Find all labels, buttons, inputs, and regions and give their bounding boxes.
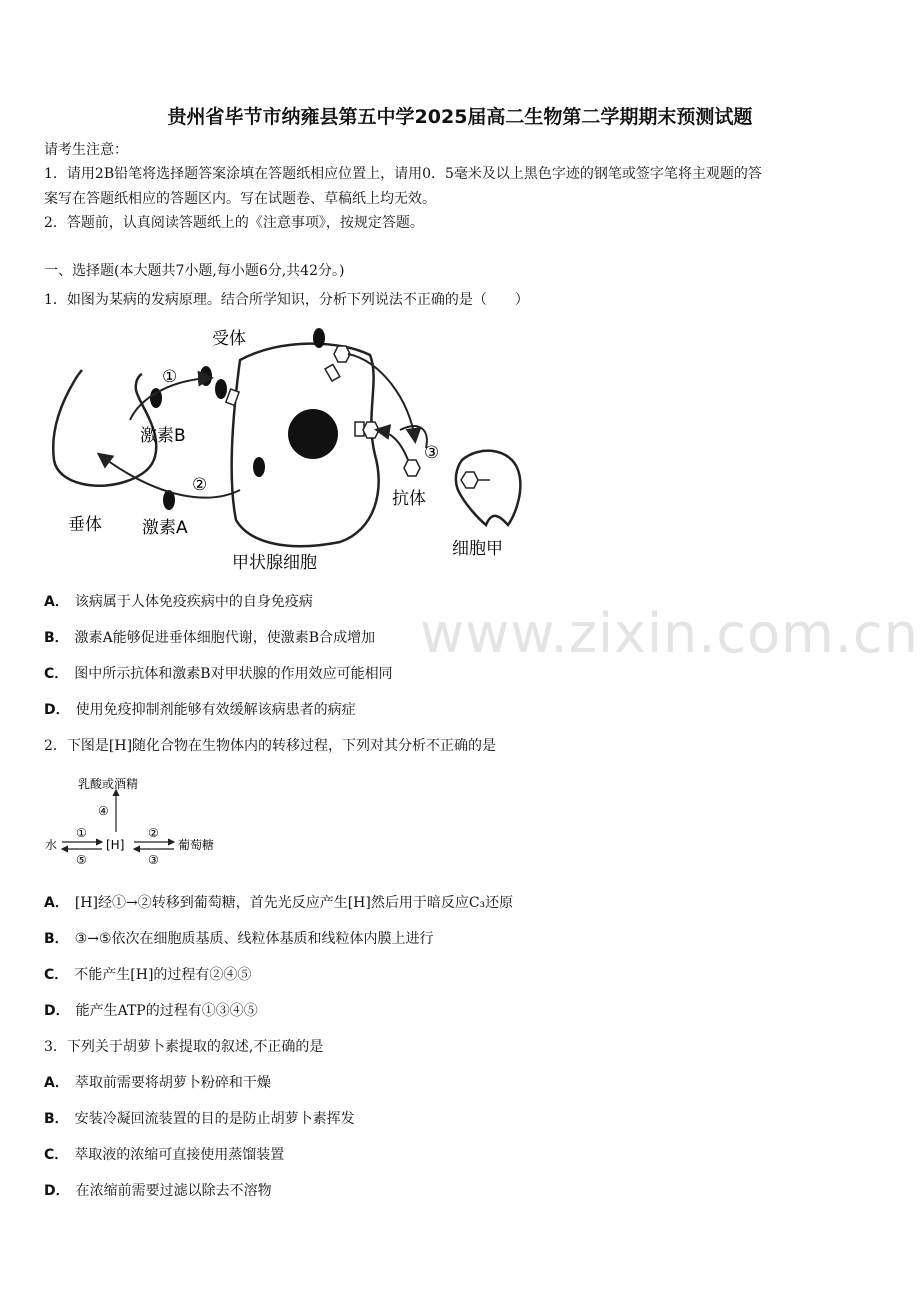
label-water: 水 bbox=[45, 838, 58, 852]
label-step-2: ② bbox=[148, 826, 159, 840]
label-step-1: ① bbox=[162, 367, 178, 387]
label-step-3: ③ bbox=[148, 853, 159, 867]
q3-option-d[interactable]: D． 在浓缩前需要过滤以除去不溶物 bbox=[44, 1183, 272, 1199]
q2-option-c[interactable]: C． 不能产生[H]的过程有②④⑤ bbox=[44, 967, 252, 983]
figure-thyroid-disease bbox=[40, 320, 560, 580]
question-1-stem: 1．如图为某病的发病原理。结合所学知识，分析下列说法不正确的是（ ） bbox=[44, 292, 529, 308]
label-receptor: 受体 bbox=[212, 329, 246, 349]
section-heading: 一、选择题(本大题共7小题,每小题6分,共42分。) bbox=[44, 263, 345, 279]
notice-item-1-cont: 案写在答题纸相应的答题区内。写在试题卷、草稿纸上均无效。 bbox=[44, 191, 436, 207]
question-3-stem: 3．下列关于胡萝卜素提取的叙述,不正确的是 bbox=[44, 1039, 324, 1055]
q1-option-c[interactable]: C． 图中所示抗体和激素B对甲状腺的作用效应可能相同 bbox=[44, 666, 393, 682]
label-hormone-a: 激素A bbox=[142, 518, 188, 538]
label-pituitary: 垂体 bbox=[68, 515, 102, 535]
question-2-stem: 2．下图是[H]随化合物在生物体内的转移过程，下列对其分析不正确的是 bbox=[44, 738, 497, 754]
label-cell-a: 细胞甲 bbox=[452, 539, 503, 559]
q3-option-b[interactable]: B． 安装冷凝回流装置的目的是防止胡萝卜素挥发 bbox=[44, 1111, 355, 1127]
notice-heading: 请考生注意： bbox=[44, 142, 128, 158]
label-step-1: ① bbox=[76, 826, 87, 840]
label-step-3: ③ bbox=[424, 443, 440, 463]
q2-option-b[interactable]: B． ③→⑤依次在细胞质基质、线粒体基质和线粒体内膜上进行 bbox=[44, 931, 434, 947]
notice-item-1: 1．请用2B铅笔将选择题答案涂填在答题纸相应位置上，请用0．5毫米及以上黑色字迹的钢笔或签字笔将主观题的答 bbox=[44, 166, 762, 182]
page-title: 贵州省毕节市纳雍县第五中学2025届高二生物第二学期期末预测试题 bbox=[167, 106, 753, 128]
q2-option-a[interactable]: A． [H]经①→②转移到葡萄糖，首先光反应产生[H]然后用于暗反应C₃还原 bbox=[44, 895, 514, 911]
q1-option-a[interactable]: A． 该病属于人体免疫疾病中的自身免疫病 bbox=[44, 594, 313, 610]
label-h: [H] bbox=[106, 838, 125, 852]
watermark: www.zixin.com.cn bbox=[420, 602, 919, 665]
q2-option-d[interactable]: D． 能产生ATP的过程有①③④⑤ bbox=[44, 1003, 258, 1019]
figure-h-transfer bbox=[40, 770, 240, 870]
label-thyroid-cell: 甲状腺细胞 bbox=[232, 553, 317, 573]
notice-item-2: 2．答题前，认真阅读答题纸上的《注意事项》，按规定答题。 bbox=[44, 215, 424, 231]
label-hormone-b: 激素B bbox=[140, 426, 186, 446]
label-antibody: 抗体 bbox=[392, 489, 426, 509]
q1-option-d[interactable]: D． 使用免疫抑制剂能够有效缓解该病患者的病症 bbox=[44, 702, 356, 718]
label-lactic-or-alcohol: 乳酸或酒精 bbox=[78, 777, 139, 791]
nucleus bbox=[288, 409, 338, 459]
label-step-5: ⑤ bbox=[76, 853, 87, 867]
label-glucose: 葡萄糖 bbox=[178, 838, 215, 852]
label-step-2: ② bbox=[192, 475, 208, 495]
label-step-4: ④ bbox=[98, 804, 109, 818]
q3-option-a[interactable]: A． 萃取前需要将胡萝卜粉碎和干燥 bbox=[44, 1075, 271, 1091]
q3-option-c[interactable]: C． 萃取液的浓缩可直接使用蒸馏装置 bbox=[44, 1147, 285, 1163]
q1-option-b[interactable]: B． 激素A能够促进垂体细胞代谢，使激素B合成增加 bbox=[44, 630, 376, 646]
